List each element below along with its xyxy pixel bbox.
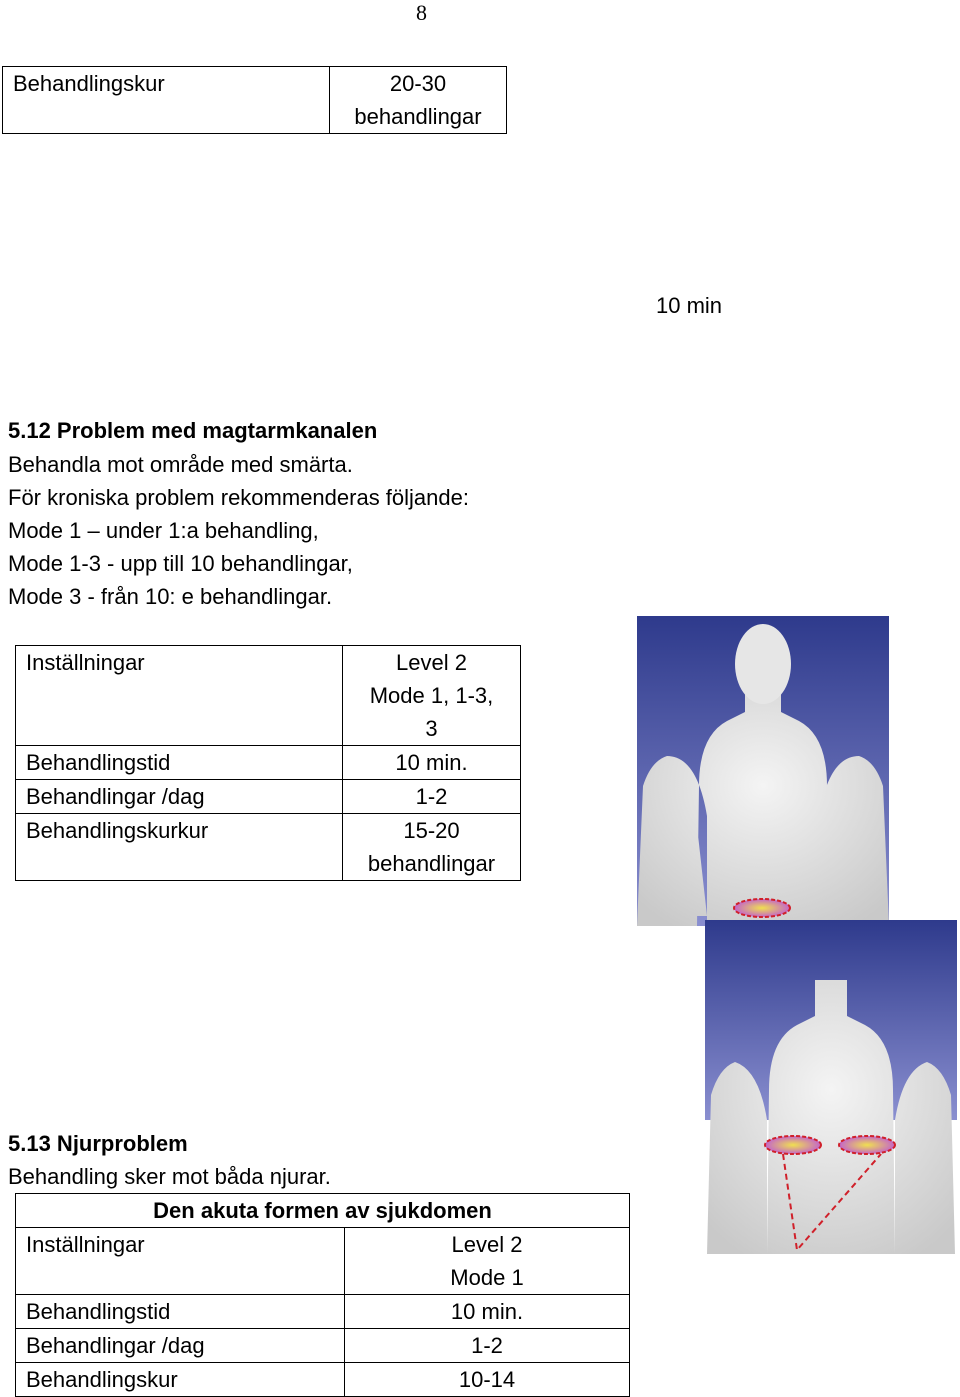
table-row [16, 746, 521, 780]
table-row [16, 1363, 630, 1397]
table-cell-value: 1-2 [345, 1329, 630, 1363]
table-cell-label: Behandlingar /dag [26, 784, 205, 809]
top-treatment-table [2, 66, 507, 134]
table-cell-label: Inställningar [26, 1232, 145, 1257]
table-cell-label: Behandlingskur [3, 67, 330, 134]
table-row [16, 780, 521, 814]
abdomen-treatment-zone [734, 899, 790, 917]
table-cell-label: Behandlingstid [26, 750, 171, 775]
table-row [16, 1329, 630, 1363]
table-cell-value: 10 min. [345, 1295, 630, 1329]
settings-table [15, 645, 521, 881]
table-cell-value: 10 min. [343, 746, 521, 780]
table-cell-value: 20-30 behandlingar [330, 67, 507, 134]
treatment-time-text: 10 min [656, 293, 723, 318]
back-torso-figure [705, 920, 957, 1254]
left-kidney-treatment-zone [765, 1136, 821, 1154]
section-heading: 5.12 Problem med magtarmkanalen [8, 418, 378, 443]
page-number: 8 [416, 0, 427, 25]
paragraph-line: Behandla mot område med smärta. [8, 452, 353, 477]
right-kidney-treatment-zone [839, 1136, 895, 1154]
paragraph-line: För kroniska problem rekommenderas följande: [8, 485, 469, 510]
kidney-settings-table [15, 1193, 630, 1397]
paragraph-line: Mode 1-3 - upp till 10 behandlingar, [8, 551, 353, 576]
section-heading: 5.13 Njurproblem [8, 1131, 188, 1156]
table-cell-value: 15-20 behandlingar [343, 814, 521, 881]
paragraph-line: Behandling sker mot båda njurar. [8, 1164, 331, 1189]
paragraph-line: Mode 3 - från 10: e behandlingar. [8, 584, 333, 609]
table-row [16, 814, 521, 881]
head-shape [735, 624, 791, 704]
table-title: Den akuta formen av sjukdomen [16, 1194, 630, 1228]
table-cell-value: 1-2 [343, 780, 521, 814]
table-cell-value: Level 2 Mode 1, 1-3, 3 [343, 646, 521, 746]
table-row [16, 1295, 630, 1329]
front-torso-figure [637, 616, 889, 926]
table-cell-label: Behandlingskurkur [26, 818, 209, 843]
table-title-row [16, 1194, 630, 1228]
table-cell-label: Behandlingar /dag [26, 1333, 205, 1358]
table-row [16, 646, 521, 746]
table-cell-label: Behandlingstid [26, 1299, 171, 1324]
table-row [16, 1228, 630, 1295]
paragraph-line: Mode 1 – under 1:a behandling, [8, 518, 319, 543]
table-cell-value: 10-14 [345, 1363, 630, 1397]
table-cell-label: Behandlingskur [26, 1367, 178, 1392]
table-cell-label: Inställningar [26, 650, 145, 675]
table-cell-value: Level 2 Mode 1 [345, 1228, 630, 1295]
